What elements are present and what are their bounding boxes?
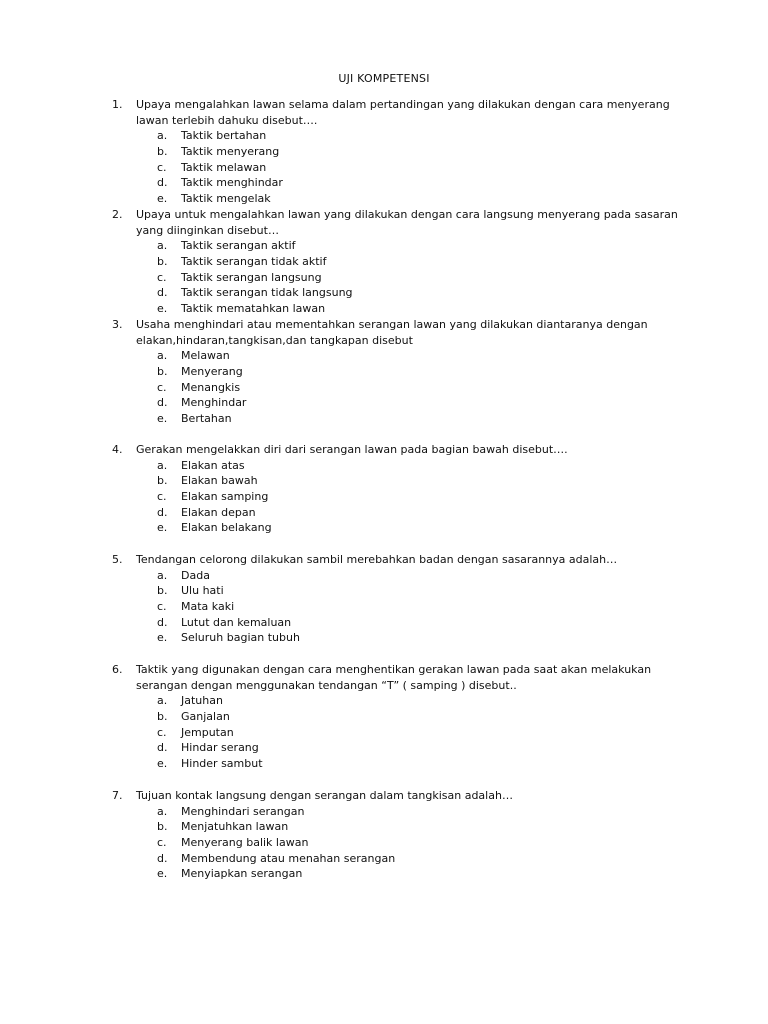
option-letter: a. (157, 129, 168, 143)
option-item (112, 505, 682, 521)
option-text: Jemputan (181, 725, 234, 739)
option-list (112, 458, 682, 536)
question-number: 4. (112, 443, 123, 456)
option-letter: c. (157, 490, 167, 504)
option-letter: b. (157, 820, 168, 834)
option-text: Seluruh bagian tubuh (181, 631, 300, 645)
option-item (112, 520, 682, 536)
option-letter: d. (157, 286, 168, 300)
option-letter: a. (157, 568, 168, 582)
option-letter: b. (157, 474, 168, 488)
option-text: Menjatuhkan lawan (181, 820, 289, 834)
question-number: 3. (112, 318, 123, 331)
option-text: Taktik serangan langsung (181, 270, 322, 284)
question-6 (112, 662, 682, 772)
option-text: Jatuhan (181, 694, 223, 708)
option-item (112, 411, 682, 427)
option-text: Ulu hati (181, 584, 224, 598)
option-letter: a. (157, 694, 168, 708)
option-text: Hinder sambut (181, 757, 263, 771)
option-item (112, 473, 682, 489)
option-item (112, 630, 682, 646)
option-item (112, 175, 682, 191)
option-letter: e. (157, 412, 168, 426)
option-item (112, 160, 682, 176)
option-text: Elakan belakang (181, 521, 272, 535)
option-text: Menyerang (181, 365, 243, 379)
question-number: 5. (112, 553, 123, 566)
option-item (112, 348, 682, 364)
option-text: Taktik mengelak (181, 192, 271, 206)
option-text: Mata kaki (181, 600, 235, 614)
question-text: Gerakan mengelakkan diri dari serangan lawan pada bagian bawah disebut…. (136, 443, 568, 456)
question-number: 6. (112, 663, 123, 676)
question-3 (112, 317, 682, 427)
option-text: Lutut dan kemaluan (181, 615, 292, 629)
question-text: Upaya mengalahkan lawan selama dalam pertandingan yang dilakukan dengan cara menyerang lawan terlebih dahuku disebut…. (136, 98, 670, 127)
question-text: Usaha menghindari atau mementahkan serangan lawan yang dilakukan diantaranya dengan elakan,hindaran,tangkisan,dan tangkapan disebut (136, 318, 648, 347)
option-text: Taktik bertahan (181, 129, 267, 143)
option-letter: e. (157, 192, 168, 206)
question-1 (112, 97, 682, 207)
option-letter: c. (157, 725, 167, 739)
option-list (112, 128, 682, 206)
option-letter: a. (157, 239, 168, 253)
option-letter: b. (157, 255, 168, 269)
option-item (112, 254, 682, 270)
option-text: Ganjalan (181, 710, 230, 724)
question-5 (112, 552, 682, 646)
option-text: Menghindar (181, 396, 247, 410)
question-2 (112, 207, 682, 317)
option-text: Taktik menghindar (181, 176, 283, 190)
question-text: Tendangan celorong dilakukan sambil merebahkan badan dengan sasarannya adalah… (136, 553, 618, 566)
option-text: Menangkis (181, 380, 241, 394)
option-letter: c. (157, 836, 167, 850)
option-letter: d. (157, 851, 168, 865)
option-letter: a. (157, 458, 168, 472)
option-letter: e. (157, 631, 168, 645)
option-letter: d. (157, 396, 168, 410)
option-item (112, 285, 682, 301)
option-text: Taktik menyerang (181, 145, 280, 159)
option-text: Menyiapkan serangan (181, 867, 303, 881)
option-item (112, 851, 682, 867)
option-letter: d. (157, 176, 168, 190)
option-letter: d. (157, 615, 168, 629)
option-item (112, 693, 682, 709)
option-letter: d. (157, 505, 168, 519)
question-number: 1. (112, 98, 123, 111)
question-text: Tujuan kontak langsung dengan serangan dalam tangkisan adalah… (136, 789, 513, 802)
option-text: Taktik mematahkan lawan (181, 302, 326, 316)
option-item (112, 191, 682, 207)
option-text: Taktik serangan tidak langsung (181, 286, 353, 300)
option-list (112, 693, 682, 771)
option-list (112, 348, 682, 426)
option-letter: b. (157, 145, 168, 159)
option-item (112, 144, 682, 160)
option-item (112, 364, 682, 380)
option-letter: c. (157, 160, 167, 174)
option-item (112, 301, 682, 317)
option-text: Elakan depan (181, 505, 256, 519)
question-number: 2. (112, 208, 123, 221)
option-text: Bertahan (181, 412, 232, 426)
option-list (112, 238, 682, 316)
option-text: Menyerang balik lawan (181, 836, 309, 850)
option-item (112, 756, 682, 772)
question-number: 7. (112, 789, 123, 802)
option-item (112, 128, 682, 144)
option-item (112, 395, 682, 411)
option-letter: a. (157, 804, 168, 818)
option-item (112, 835, 682, 851)
option-letter: e. (157, 521, 168, 535)
option-letter: b. (157, 584, 168, 598)
option-letter: b. (157, 710, 168, 724)
option-text: Taktik serangan aktif (181, 239, 296, 253)
option-letter: b. (157, 365, 168, 379)
option-item (112, 599, 682, 615)
option-text: Hindar serang (181, 741, 259, 755)
option-text: Taktik melawan (181, 160, 267, 174)
option-item (112, 866, 682, 882)
option-item (112, 568, 682, 584)
option-letter: c. (157, 380, 167, 394)
question-4 (112, 442, 682, 536)
option-text: Dada (181, 568, 210, 582)
option-letter: c. (157, 600, 167, 614)
question-text: Upaya untuk mengalahkan lawan yang dilakukan dengan cara langsung menyerang pada sasaran yang diinginkan disebut… (136, 208, 678, 237)
option-text: Membendung atau menahan serangan (181, 851, 396, 865)
page-title: UJI KOMPETENSI (338, 72, 430, 85)
option-text: Elakan samping (181, 490, 269, 504)
option-text: Elakan atas (181, 458, 245, 472)
option-item (112, 489, 682, 505)
option-item (112, 804, 682, 820)
option-text: Elakan bawah (181, 474, 258, 488)
option-letter: d. (157, 741, 168, 755)
option-text: Taktik serangan tidak aktif (181, 255, 327, 269)
option-text: Menghindari serangan (181, 804, 305, 818)
option-text: Melawan (181, 349, 230, 363)
option-item (112, 819, 682, 835)
option-letter: e. (157, 867, 168, 881)
option-item (112, 458, 682, 474)
option-item (112, 238, 682, 254)
option-letter: e. (157, 302, 168, 316)
question-7 (112, 788, 682, 882)
option-letter: c. (157, 270, 167, 284)
option-list (112, 804, 682, 882)
option-item (112, 615, 682, 631)
option-item (112, 583, 682, 599)
option-letter: a. (157, 349, 168, 363)
question-text: Taktik yang digunakan dengan cara menghentikan gerakan lawan pada saat akan melakukan serangan dengan menggunakan tendangan “T” ( samping ) disebut.. (136, 663, 652, 692)
option-letter: e. (157, 757, 168, 771)
option-list (112, 568, 682, 646)
option-item (112, 709, 682, 725)
option-item (112, 270, 682, 286)
option-item (112, 725, 682, 741)
option-item (112, 380, 682, 396)
option-item (112, 740, 682, 756)
